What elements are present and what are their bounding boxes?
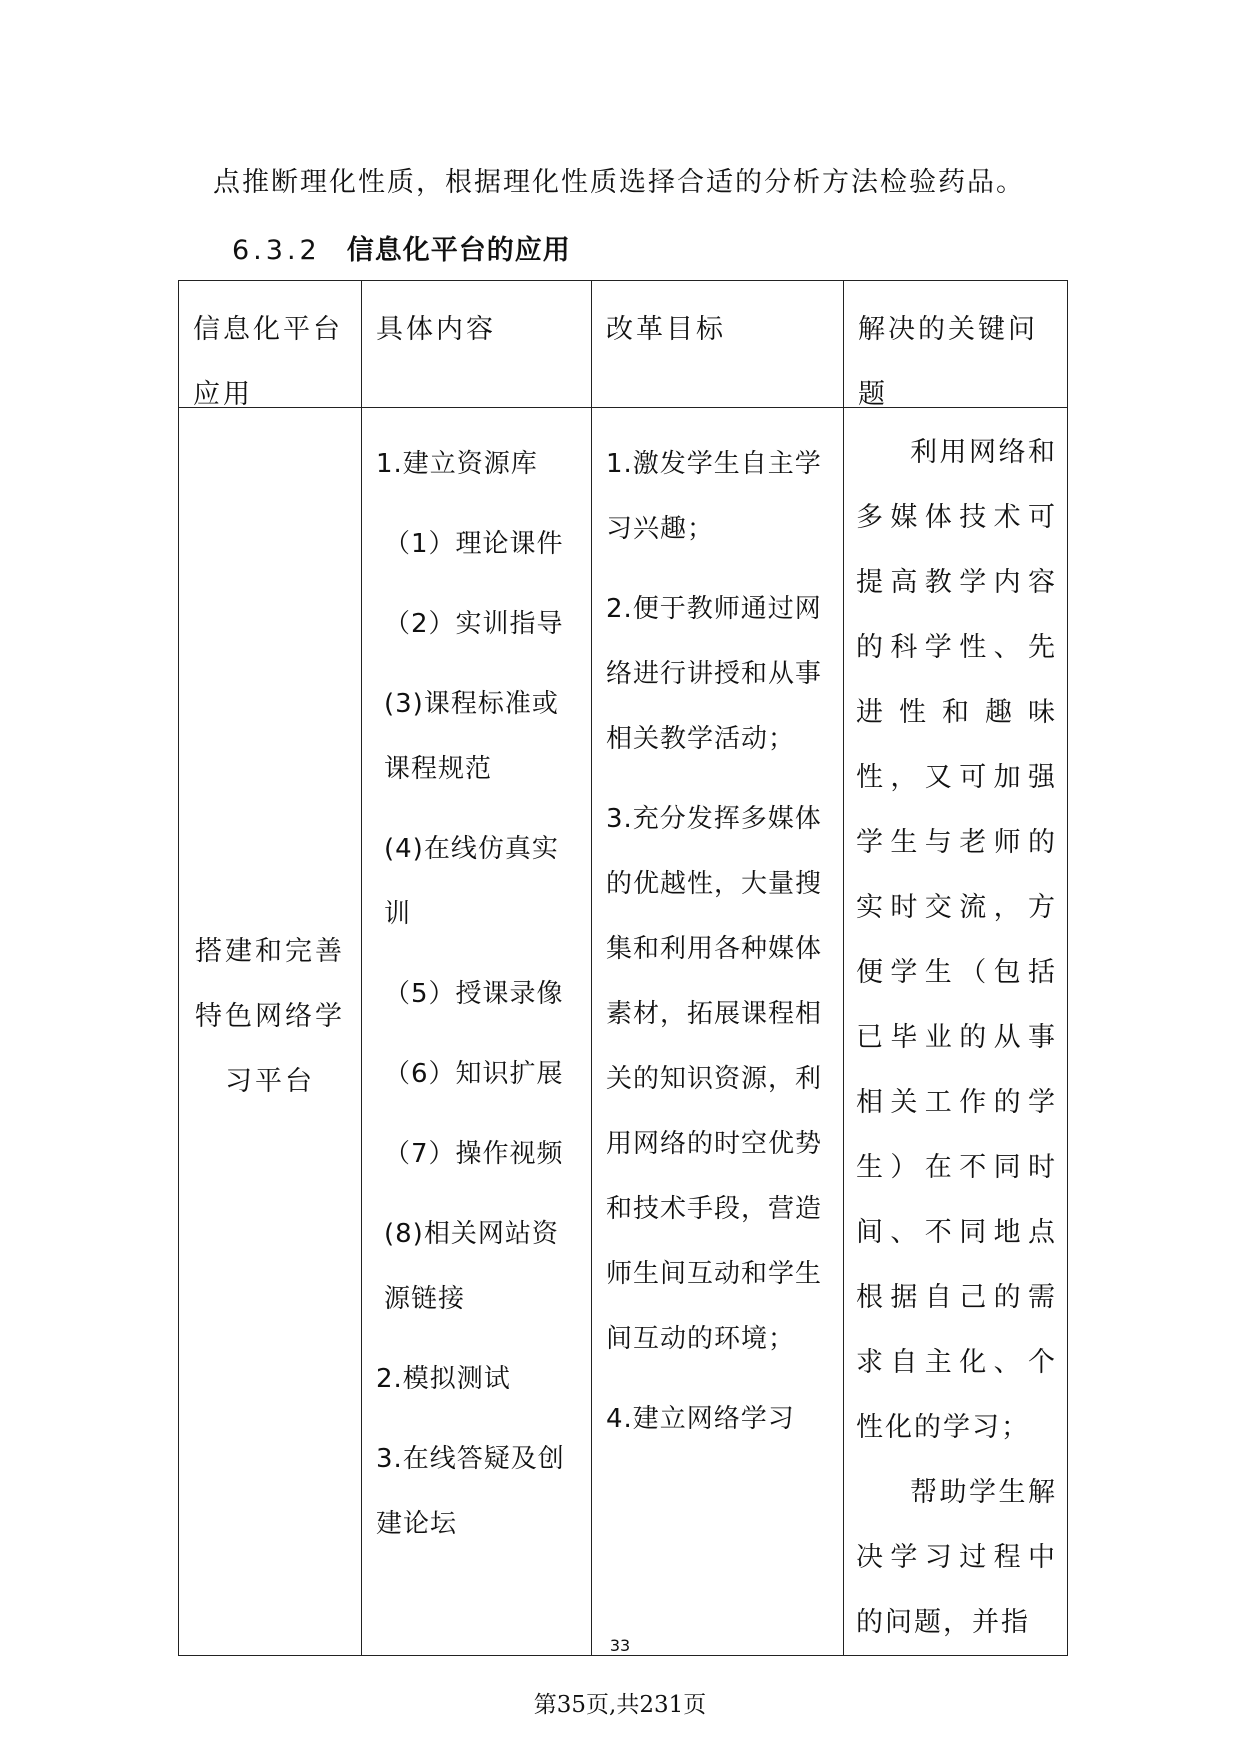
list-item: （7）操作视频 [384, 1139, 564, 1169]
table-header-row [179, 281, 1068, 408]
page-footer: 第35页,共231页 [533, 1692, 707, 1718]
platform-application-table [178, 280, 1068, 1656]
list-item: （2）实训指导 [384, 609, 564, 639]
list-item: 1.建立资源库 [376, 449, 538, 479]
key-issue-paragraph: 帮助学生解决学习过程中的问题，并指 [856, 1477, 1057, 1638]
section-number: 6.3.2 [232, 235, 321, 266]
list-item: (4)在线仿真实训 [384, 834, 559, 929]
list-item: 2.便于教师通过网络进行讲授和从事相关教学活动； [606, 594, 823, 754]
list-item: 1.激发学生自主学习兴趣； [606, 449, 822, 544]
goal-list [592, 408, 843, 1452]
intro-paragraph-line: 点推断理化性质，根据理化性质选择合适的分析方法检验药品。 [213, 167, 1025, 198]
list-item: （5）授课录像 [384, 979, 564, 1009]
list-item: （6）知识扩展 [384, 1059, 564, 1089]
list-item: 3.在线答疑及创建论坛 [376, 1444, 565, 1539]
platform-cell: 搭建和完善特色网络学习平台 [195, 936, 345, 1097]
list-item: 2.模拟测试 [376, 1364, 511, 1394]
page-number: 33 [609, 1636, 631, 1655]
header-key-issue: 解决的关键问题 [858, 314, 1038, 410]
key-issue-cell [844, 408, 1067, 1655]
content-list [362, 408, 591, 1557]
list-item: （1）理论课件 [384, 529, 564, 559]
header-goal: 改革目标 [606, 314, 726, 345]
list-item: (8)相关网站资源链接 [384, 1219, 559, 1314]
section-title: 信息化平台的应用 [346, 235, 571, 266]
header-content: 具体内容 [376, 314, 496, 345]
list-item: 3.充分发挥多媒体的优越性，大量搜集和利用各种媒体素材，拓展课程相关的知识资源，利用网络的时空优势和技术手段，营造师生间互动和学生间互动的环境； [606, 804, 823, 1354]
header-platform: 信息化平台应用 [193, 314, 343, 410]
key-issue-paragraph: 利用网络和多媒体技术可提高教学内容的科学性、先进性和趣味性，又可加强学生与老师的实时交流，方便学生（包括已毕业的从事相关工作的学生）在不同时间、不同地点根据自己的需求自主化、个性化的学习； [856, 437, 1057, 1443]
table-row [179, 408, 1068, 1656]
section-heading [232, 228, 571, 267]
list-item: 4.建立网络学习 [606, 1404, 795, 1434]
list-item: (3)课程标准或课程规范 [384, 689, 559, 784]
